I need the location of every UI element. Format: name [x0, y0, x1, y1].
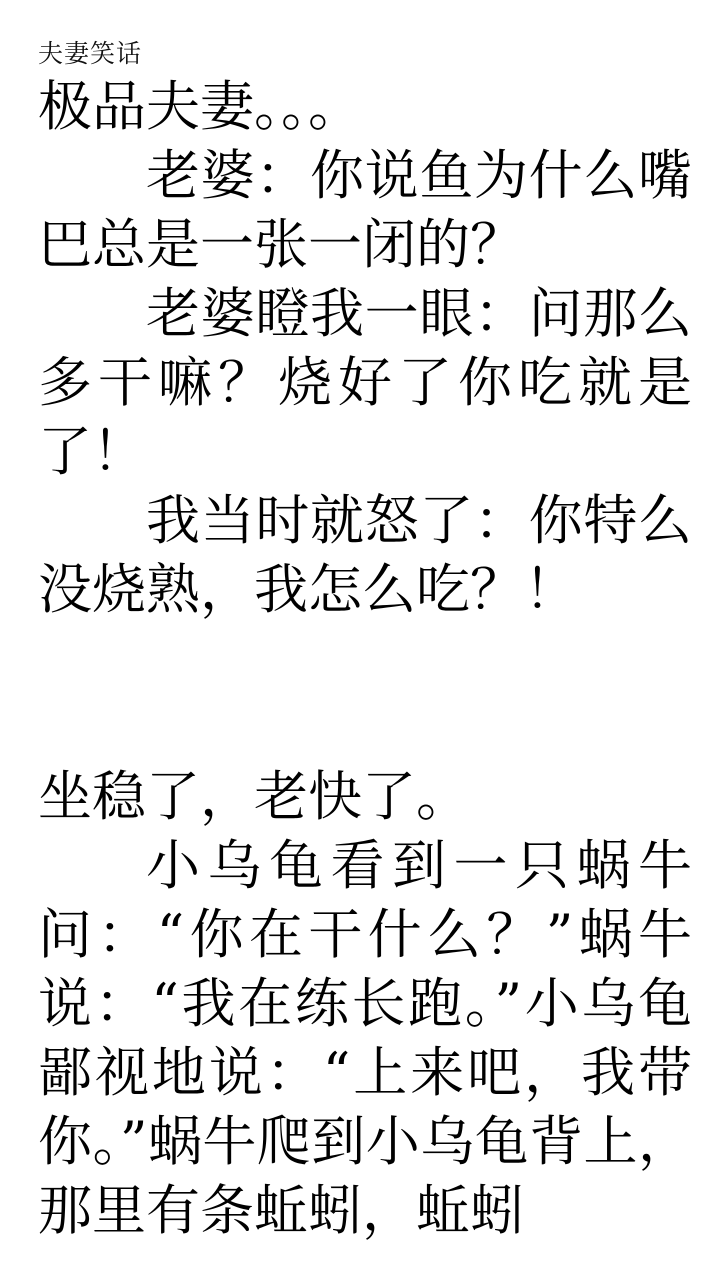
joke1-paragraph: 老婆瞪我一眼：问那么多干嘛？烧好了你吃就是了！ — [38, 282, 692, 483]
joke2-paragraph: 小乌龟看到一只蜗牛问：“你在干什么？”蜗牛说：“我在练长跑。”小乌龟鄙视地说：“上来吧，我带你。”蜗牛爬到小乌龟背上，那里有条蚯蚓，蚯蚓 — [38, 834, 692, 1242]
chapter-title: 夫妻笑话 — [38, 39, 143, 68]
joke-separator — [38, 624, 692, 762]
joke2-title: 坐稳了，老快了。 — [38, 765, 470, 828]
joke1-title: 极品夫妻。。。 — [38, 75, 362, 138]
joke1-paragraph: 我当时就怒了：你特么没烧熟，我怎么吃？！ — [38, 489, 692, 621]
joke1-paragraph: 老婆：你说鱼为什么嘴巴总是一张一闭的？ — [38, 144, 692, 276]
reading-area[interactable] — [38, 72, 692, 1245]
